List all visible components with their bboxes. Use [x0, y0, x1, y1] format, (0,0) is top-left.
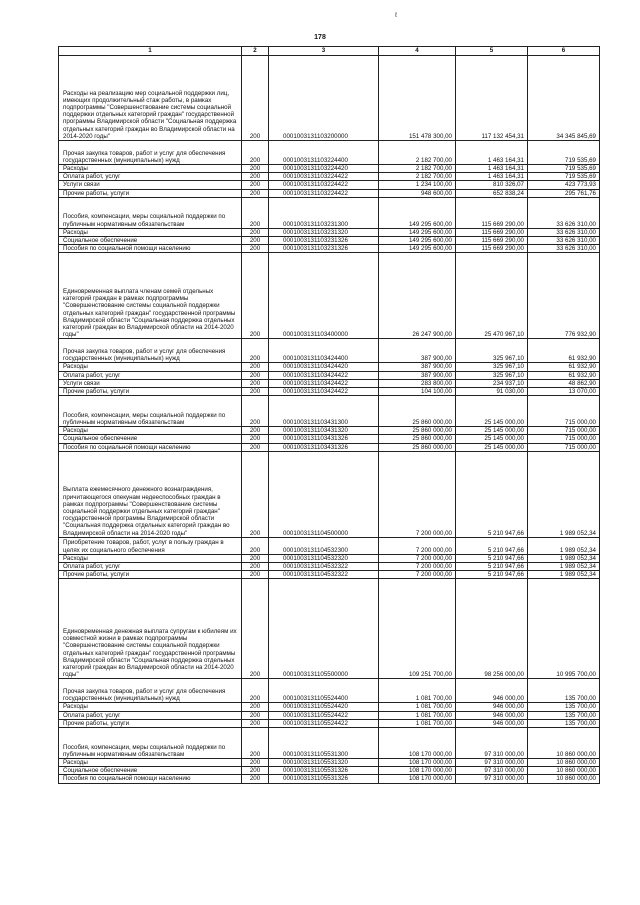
row-approved: 108 170 000,00 — [379, 775, 456, 783]
row-code: 0001003131103424422 — [269, 371, 379, 379]
table-row — [59, 56, 600, 141]
row-unexecuted: 715 000,00 — [528, 443, 600, 451]
row-name: Расходы — [59, 363, 242, 371]
row-code: 0001003131105524420 — [269, 703, 379, 711]
row-approved: 283 800,00 — [379, 379, 456, 387]
row-approved: 1 081 700,00 — [379, 703, 456, 711]
row-approved: 149 295 600,00 — [379, 228, 456, 236]
page-number: 178 — [314, 34, 326, 41]
row-kvr: 200 — [242, 579, 269, 679]
row-approved: 109 251 700,00 — [379, 579, 456, 679]
row-approved: 7 200 000,00 — [379, 554, 456, 562]
row-executed: 946 000,00 — [456, 679, 528, 703]
column-header: 6 — [528, 47, 600, 56]
table-row — [59, 579, 600, 679]
table-row — [59, 363, 600, 371]
row-approved: 108 170 000,00 — [379, 767, 456, 775]
row-unexecuted: 1 989 052,34 — [528, 451, 600, 537]
row-name: Социальное обеспечение — [59, 767, 242, 775]
row-approved: 948 600,00 — [379, 189, 456, 197]
row-name: Прочая закупка товаров, работ и услуг для обеспечения государственных (муниципальных) нужд — [59, 339, 242, 363]
table-row — [59, 703, 600, 711]
row-name: Прочие работы, услуги — [59, 189, 242, 197]
row-name: Оплата работ, услуг — [59, 711, 242, 719]
row-name: Прочие работы, услуги — [59, 571, 242, 579]
column-header: 3 — [269, 47, 379, 56]
row-approved: 151 478 300,00 — [379, 56, 456, 141]
row-code: 0001003131103224400 — [269, 141, 379, 165]
row-approved: 387 900,00 — [379, 363, 456, 371]
table-row — [59, 435, 600, 443]
row-executed: 117 132 454,31 — [456, 56, 528, 141]
table-row — [59, 427, 600, 435]
row-kvr: 200 — [242, 237, 269, 245]
row-approved: 7 200 000,00 — [379, 571, 456, 579]
row-kvr: 200 — [242, 711, 269, 719]
row-kvr: 200 — [242, 719, 269, 727]
table-row — [59, 189, 600, 197]
row-code: 0001003131103431326 — [269, 435, 379, 443]
row-code: 0001003131105531326 — [269, 767, 379, 775]
row-approved: 26 247 900,00 — [379, 253, 456, 339]
scan-speck: ℓ — [395, 12, 398, 19]
row-name: Единовременная выплата членам семей отдельных категорий граждан в рамках подпрограммы "Совершенствование системы социальной поддержки отдельных категорий граждан" государственной программы Владимирской области "Социальная поддержка отдельных категорий граждан во Владимирской области на 2014-2020 годы" — [59, 253, 242, 339]
row-executed: 325 967,10 — [456, 339, 528, 363]
table-row — [59, 711, 600, 719]
row-name: Прочая закупка товаров, работ и услуг для обеспечения государственных (муниципальных) нужд — [59, 141, 242, 165]
row-unexecuted: 135 700,00 — [528, 679, 600, 703]
row-executed: 115 669 290,00 — [456, 228, 528, 236]
row-unexecuted: 295 761,76 — [528, 189, 600, 197]
row-unexecuted: 1 989 052,34 — [528, 563, 600, 571]
row-kvr: 200 — [242, 563, 269, 571]
row-kvr: 200 — [242, 451, 269, 537]
row-code: 0001003131103424422 — [269, 388, 379, 396]
row-approved: 1 234 100,00 — [379, 181, 456, 189]
row-approved: 108 170 000,00 — [379, 759, 456, 767]
row-executed: 5 210 947,66 — [456, 537, 528, 554]
row-executed: 97 310 000,00 — [456, 767, 528, 775]
row-code: 0001003131103224422 — [269, 181, 379, 189]
row-code: 0001003131103231300 — [269, 197, 379, 228]
row-approved: 7 200 000,00 — [379, 563, 456, 571]
row-approved: 25 860 000,00 — [379, 396, 456, 427]
row-kvr: 200 — [242, 181, 269, 189]
row-name: Социальное обеспечение — [59, 237, 242, 245]
row-executed: 115 669 290,00 — [456, 245, 528, 253]
row-executed: 25 145 000,00 — [456, 443, 528, 451]
row-name: Оплата работ, услуг — [59, 371, 242, 379]
row-unexecuted: 33 626 310,00 — [528, 245, 600, 253]
row-unexecuted: 33 626 310,00 — [528, 237, 600, 245]
row-name: Выплата ежемесячного денежного вознаграждения, причитающегося опекунам недееспособных граждан в рамках подпрограммы "Совершенствование системы социальной поддержки отдельных категорий граждан" государственной программы Владимирской области "Социальная поддержка отдельных категорий граждан во Владимирской области на 2014-2020 годы" — [59, 451, 242, 537]
row-code: 0001003131105524422 — [269, 719, 379, 727]
table-row — [59, 339, 600, 363]
row-code: 0001003131103400000 — [269, 253, 379, 339]
row-approved: 25 860 000,00 — [379, 443, 456, 451]
row-name: Пособия по социальной помощи населению — [59, 443, 242, 451]
row-executed: 325 967,10 — [456, 363, 528, 371]
row-name: Приобретение товаров, работ, услуг в пользу граждан в целях их социального обеспечения — [59, 537, 242, 554]
row-kvr: 200 — [242, 197, 269, 228]
row-approved: 387 900,00 — [379, 339, 456, 363]
row-unexecuted: 10 860 000,00 — [528, 775, 600, 783]
row-kvr: 200 — [242, 396, 269, 427]
row-approved: 7 200 000,00 — [379, 451, 456, 537]
row-unexecuted: 33 626 310,00 — [528, 228, 600, 236]
row-kvr: 200 — [242, 339, 269, 363]
row-unexecuted: 135 700,00 — [528, 711, 600, 719]
row-code: 0001003131104532320 — [269, 554, 379, 562]
table-row — [59, 563, 600, 571]
row-name: Пособия по социальной помощи населению — [59, 245, 242, 253]
row-code: 0001003131104532300 — [269, 537, 379, 554]
table-body — [59, 56, 600, 784]
row-code: 0001003131105524400 — [269, 679, 379, 703]
row-code: 0001003131103431326 — [269, 443, 379, 451]
row-approved: 1 081 700,00 — [379, 711, 456, 719]
row-name: Расходы — [59, 165, 242, 173]
row-unexecuted: 34 345 845,69 — [528, 56, 600, 141]
row-approved: 1 081 700,00 — [379, 719, 456, 727]
row-unexecuted: 776 932,90 — [528, 253, 600, 339]
row-executed: 115 669 290,00 — [456, 197, 528, 228]
row-unexecuted: 61 932,90 — [528, 371, 600, 379]
row-unexecuted: 715 000,00 — [528, 427, 600, 435]
row-name: Расходы — [59, 554, 242, 562]
row-kvr: 200 — [242, 759, 269, 767]
row-approved: 149 295 600,00 — [379, 245, 456, 253]
row-kvr: 200 — [242, 173, 269, 181]
row-approved: 25 860 000,00 — [379, 435, 456, 443]
row-name: Пособия, компенсации, меры социальной поддержки по публичным нормативным обязательствам — [59, 197, 242, 228]
row-unexecuted: 719 535,69 — [528, 165, 600, 173]
table-row — [59, 537, 600, 554]
row-name: Расходы — [59, 427, 242, 435]
row-executed: 5 210 947,66 — [456, 554, 528, 562]
row-name: Оплата работ, услуг — [59, 563, 242, 571]
table-row — [59, 719, 600, 727]
row-code: 0001003131105500000 — [269, 579, 379, 679]
row-unexecuted: 33 626 310,00 — [528, 197, 600, 228]
row-code: 0001003131105531300 — [269, 728, 379, 759]
table-row — [59, 679, 600, 703]
table-row — [59, 554, 600, 562]
row-name: Расходы на реализацию мер социальной поддержки лиц, имеющих продолжительный стаж работы, в рамках подпрограммы "Совершенствование системы социальной поддержки отдельных категорий граждан" государственной программы Владимирской области "Социальная поддержка отдельных категорий граждан во Владимирской области на 2014-2020 годы" — [59, 56, 242, 141]
row-kvr: 200 — [242, 363, 269, 371]
row-name: Прочая закупка товаров, работ и услуг для обеспечения государственных (муниципальных) нужд — [59, 679, 242, 703]
row-name: Услуги связи — [59, 379, 242, 387]
row-kvr: 200 — [242, 165, 269, 173]
row-kvr: 200 — [242, 537, 269, 554]
row-approved: 1 081 700,00 — [379, 679, 456, 703]
row-kvr: 200 — [242, 141, 269, 165]
table-row — [59, 571, 600, 579]
row-kvr: 200 — [242, 253, 269, 339]
row-code: 0001003131103224422 — [269, 189, 379, 197]
row-kvr: 200 — [242, 56, 269, 141]
row-unexecuted: 423 773,93 — [528, 181, 600, 189]
row-unexecuted: 719 535,69 — [528, 173, 600, 181]
row-code: 0001003131105531320 — [269, 759, 379, 767]
row-approved: 104 100,00 — [379, 388, 456, 396]
row-kvr: 200 — [242, 388, 269, 396]
row-unexecuted: 135 700,00 — [528, 719, 600, 727]
table-row — [59, 173, 600, 181]
row-kvr: 200 — [242, 571, 269, 579]
row-code: 0001003131103224422 — [269, 173, 379, 181]
budget-table — [58, 46, 600, 784]
row-unexecuted: 61 932,90 — [528, 339, 600, 363]
row-executed: 25 470 967,10 — [456, 253, 528, 339]
row-executed: 97 310 000,00 — [456, 728, 528, 759]
row-code: 0001003131103424400 — [269, 339, 379, 363]
row-unexecuted: 719 535,69 — [528, 141, 600, 165]
row-executed: 652 838,24 — [456, 189, 528, 197]
row-unexecuted: 1 989 052,34 — [528, 571, 600, 579]
table-row — [59, 245, 600, 253]
row-executed: 810 326,07 — [456, 181, 528, 189]
row-kvr: 200 — [242, 245, 269, 253]
row-code: 0001003131103431300 — [269, 396, 379, 427]
row-name: Единовременная денежная выплата супругам к юбилеям их совместной жизни в рамках подпрограммы "Совершенствование системы социальной поддержки отдельных категорий граждан" государственной программы Владимирской области "Социальная поддержка отдельных категорий граждан во Владимирской области на 2014-2020 годы" — [59, 579, 242, 679]
row-approved: 2 182 700,00 — [379, 141, 456, 165]
row-executed: 97 310 000,00 — [456, 759, 528, 767]
row-kvr: 200 — [242, 703, 269, 711]
row-code: 0001003131103231326 — [269, 237, 379, 245]
table-row — [59, 728, 600, 759]
row-approved: 7 200 000,00 — [379, 537, 456, 554]
row-approved: 149 295 600,00 — [379, 197, 456, 228]
row-approved: 387 900,00 — [379, 371, 456, 379]
column-header: 2 — [242, 47, 269, 56]
table-row — [59, 181, 600, 189]
column-header: 4 — [379, 47, 456, 56]
row-name: Оплата работ, услуг — [59, 173, 242, 181]
row-executed: 325 967,10 — [456, 371, 528, 379]
row-code: 0001003131105524422 — [269, 711, 379, 719]
row-name: Услуги связи — [59, 181, 242, 189]
row-unexecuted: 13 070,00 — [528, 388, 600, 396]
row-kvr: 200 — [242, 435, 269, 443]
row-approved: 2 182 700,00 — [379, 173, 456, 181]
table-row — [59, 379, 600, 387]
row-executed: 946 000,00 — [456, 711, 528, 719]
row-unexecuted: 1 989 052,34 — [528, 554, 600, 562]
row-executed: 5 210 947,66 — [456, 451, 528, 537]
row-approved: 25 860 000,00 — [379, 427, 456, 435]
row-kvr: 200 — [242, 371, 269, 379]
row-unexecuted: 48 862,90 — [528, 379, 600, 387]
row-code: 0001003131103424422 — [269, 379, 379, 387]
budget-table-wrapper — [58, 46, 599, 784]
table-row — [59, 759, 600, 767]
column-header: 1 — [59, 47, 242, 56]
table-row — [59, 767, 600, 775]
table-row — [59, 197, 600, 228]
row-code: 0001003131103231320 — [269, 228, 379, 236]
row-name: Прочие работы, услуги — [59, 388, 242, 396]
row-executed: 115 669 290,00 — [456, 237, 528, 245]
row-code: 0001003131104532322 — [269, 571, 379, 579]
row-code: 0001003131103424420 — [269, 363, 379, 371]
row-unexecuted: 10 860 000,00 — [528, 728, 600, 759]
row-executed: 1 463 164,31 — [456, 173, 528, 181]
row-code: 0001003131103200000 — [269, 56, 379, 141]
row-kvr: 200 — [242, 427, 269, 435]
row-executed: 946 000,00 — [456, 703, 528, 711]
row-name: Пособия, компенсации, меры социальной поддержки по публичным нормативным обязательствам — [59, 728, 242, 759]
row-name: Социальное обеспечение — [59, 435, 242, 443]
row-unexecuted: 61 932,90 — [528, 363, 600, 371]
row-executed: 97 310 000,00 — [456, 775, 528, 783]
table-row — [59, 396, 600, 427]
row-unexecuted: 10 995 700,00 — [528, 579, 600, 679]
row-kvr: 200 — [242, 775, 269, 783]
row-kvr: 200 — [242, 443, 269, 451]
row-name: Пособия, компенсации, меры социальной поддержки по публичным нормативным обязательствам — [59, 396, 242, 427]
row-unexecuted: 10 860 000,00 — [528, 767, 600, 775]
table-row — [59, 228, 600, 236]
row-code: 0001003131103431320 — [269, 427, 379, 435]
row-unexecuted: 715 000,00 — [528, 396, 600, 427]
row-kvr: 200 — [242, 728, 269, 759]
row-name: Пособия по социальной помощи населению — [59, 775, 242, 783]
table-row — [59, 253, 600, 339]
row-executed: 1 463 164,31 — [456, 141, 528, 165]
row-code: 0001003131103224420 — [269, 165, 379, 173]
row-unexecuted: 715 000,00 — [528, 435, 600, 443]
table-row — [59, 141, 600, 165]
table-row — [59, 451, 600, 537]
row-executed: 5 210 947,66 — [456, 571, 528, 579]
table-row — [59, 165, 600, 173]
row-name: Расходы — [59, 228, 242, 236]
row-code: 0001003131104500000 — [269, 451, 379, 537]
row-code: 0001003131105531326 — [269, 775, 379, 783]
row-code: 0001003131104532322 — [269, 563, 379, 571]
row-executed: 946 000,00 — [456, 719, 528, 727]
table-row — [59, 371, 600, 379]
row-unexecuted: 10 860 000,00 — [528, 759, 600, 767]
row-executed: 5 210 947,66 — [456, 563, 528, 571]
row-kvr: 200 — [242, 679, 269, 703]
row-name: Расходы — [59, 703, 242, 711]
row-executed: 91 030,00 — [456, 388, 528, 396]
table-row — [59, 443, 600, 451]
row-name: Расходы — [59, 759, 242, 767]
row-name: Прочие работы, услуги — [59, 719, 242, 727]
row-kvr: 200 — [242, 379, 269, 387]
table-row — [59, 237, 600, 245]
column-header: 5 — [456, 47, 528, 56]
row-kvr: 200 — [242, 554, 269, 562]
row-code: 0001003131103231326 — [269, 245, 379, 253]
row-executed: 25 145 000,00 — [456, 427, 528, 435]
row-kvr: 200 — [242, 767, 269, 775]
table-header-row — [59, 47, 600, 56]
row-executed: 25 145 000,00 — [456, 396, 528, 427]
row-executed: 234 937,10 — [456, 379, 528, 387]
row-approved: 2 182 700,00 — [379, 165, 456, 173]
row-unexecuted: 1 989 052,34 — [528, 537, 600, 554]
table-row — [59, 775, 600, 783]
row-executed: 98 256 000,00 — [456, 579, 528, 679]
row-approved: 149 295 600,00 — [379, 237, 456, 245]
row-executed: 25 145 000,00 — [456, 435, 528, 443]
row-kvr: 200 — [242, 228, 269, 236]
row-executed: 1 463 164,31 — [456, 165, 528, 173]
table-row — [59, 388, 600, 396]
row-unexecuted: 135 700,00 — [528, 703, 600, 711]
row-approved: 108 170 000,00 — [379, 728, 456, 759]
row-kvr: 200 — [242, 189, 269, 197]
